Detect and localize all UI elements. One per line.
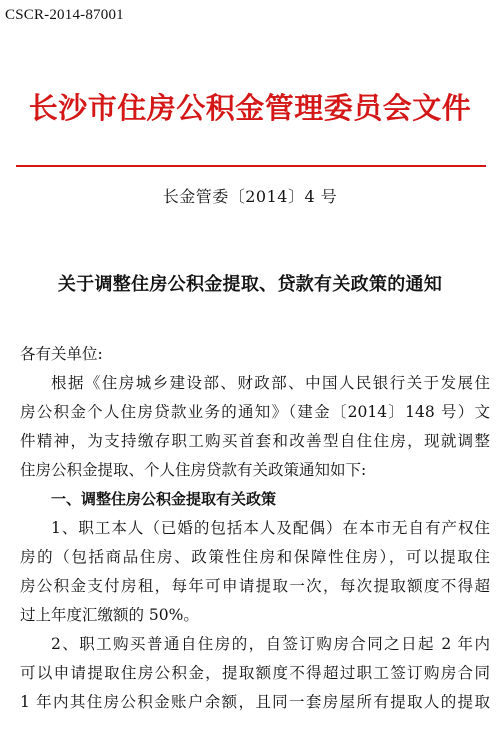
paragraph-line: 房公积金支付房租，每年可申请提取一次，每次提取额度不得超 — [20, 577, 490, 595]
paragraph-line: 1 年内其住房公积金账户余额，且同一套房屋所有提取人的提取 — [20, 693, 490, 711]
paragraph-line: 可以申请提取住房公积金，提取额度不得超过职工签订购房合同 — [20, 664, 490, 682]
body-text — [20, 340, 490, 717]
paragraph-line: 件精神，为支持缴存职工购买首套和改善型自住住房，现就调整 — [20, 432, 490, 450]
notice-title: 关于调整住房公积金提取、贷款有关政策的通知 — [57, 274, 443, 295]
document-number: 长金管委〔2014〕4 号 — [162, 187, 338, 206]
salutation-line: 各有关单位: — [20, 345, 103, 363]
paragraph-line: 2、职工购买普通自住房的，自签订购房合同之日起 2 年内 — [51, 635, 490, 653]
paragraph-line: 房公积金个人住房贷款业务的通知》（建金〔2014〕148 号）文 — [20, 403, 490, 421]
paragraph-line: 房的（包括商品住房、政策性住房和保障性住房），可以提取住 — [20, 548, 490, 566]
paragraph-line: 过上年度汇缴额的 50%。 — [20, 606, 199, 624]
paragraph-line: 住房公积金提取、个人住房贷款有关政策通知如下: — [20, 461, 367, 479]
header-red-rule — [16, 165, 486, 167]
document-header-title: 长沙市住房公积金管理委员会文件 — [28, 91, 472, 125]
section-heading: 一、调整住房公积金提取有关政策 — [51, 490, 277, 508]
document-code: CSCR-2014-87001 — [5, 7, 124, 23]
paragraph-line: 根据《住房城乡建设部、财政部、中国人民银行关于发展住 — [51, 374, 490, 392]
paragraph-line: 1、职工本人（已婚的包括本人及配偶）在本市无自有产权住 — [51, 519, 490, 537]
